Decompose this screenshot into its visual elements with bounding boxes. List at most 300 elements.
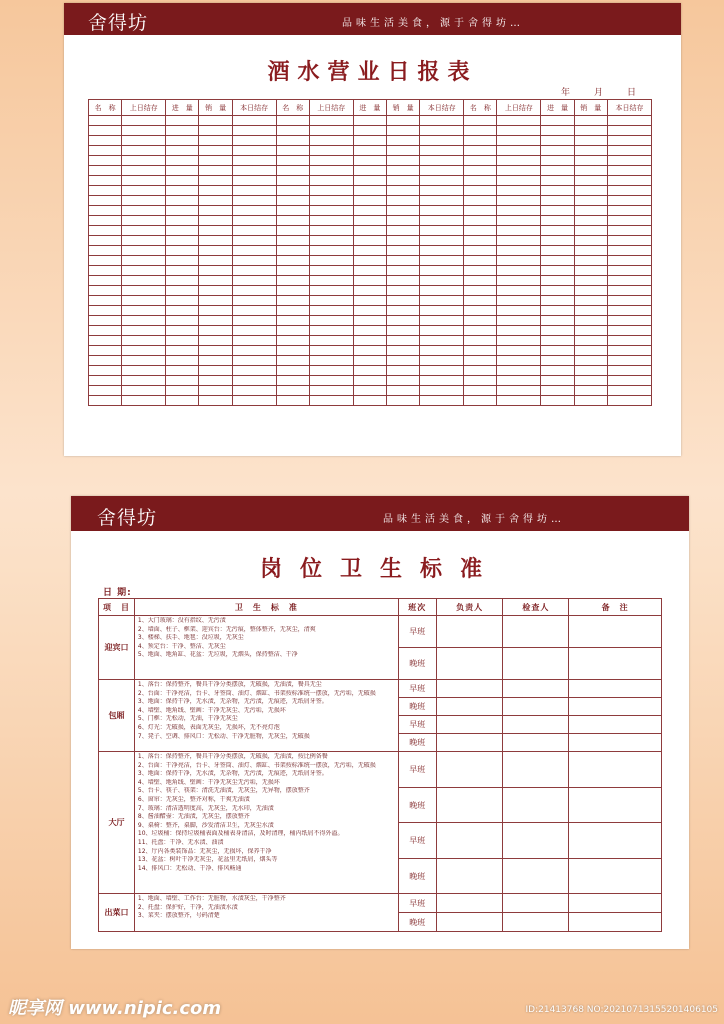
table-cell[interactable] [353,136,386,146]
table-cell[interactable] [122,176,166,186]
table-cell[interactable] [309,206,353,216]
table-cell[interactable] [309,166,353,176]
table-cell[interactable] [387,166,420,176]
table-cell[interactable] [541,346,574,356]
table-cell[interactable] [89,356,122,366]
table-cell[interactable] [232,296,276,306]
table-cell[interactable] [353,326,386,336]
owner-cell[interactable] [436,859,503,894]
table-cell[interactable] [122,246,166,256]
table-cell[interactable] [89,186,122,196]
table-cell[interactable] [353,236,386,246]
table-cell[interactable] [497,166,541,176]
table-cell[interactable] [464,126,497,136]
table-cell[interactable] [89,336,122,346]
table-cell[interactable] [122,326,166,336]
table-cell[interactable] [387,336,420,346]
table-cell[interactable] [166,306,199,316]
table-cell[interactable] [464,186,497,196]
table-cell[interactable] [199,156,232,166]
note-cell[interactable] [569,680,662,698]
table-cell[interactable] [353,376,386,386]
table-cell[interactable] [166,396,199,406]
table-cell[interactable] [199,366,232,376]
table-cell[interactable] [276,306,309,316]
note-cell[interactable] [569,752,662,788]
table-cell[interactable] [122,166,166,176]
table-cell[interactable] [122,286,166,296]
table-cell[interactable] [574,376,607,386]
checker-cell[interactable] [503,788,569,823]
table-cell[interactable] [420,366,464,376]
table-cell[interactable] [464,326,497,336]
table-cell[interactable] [276,176,309,186]
table-cell[interactable] [89,146,122,156]
table-cell[interactable] [420,276,464,286]
table-cell[interactable] [232,226,276,236]
note-cell[interactable] [569,788,662,823]
table-cell[interactable] [574,246,607,256]
table-cell[interactable] [541,126,574,136]
table-cell[interactable] [497,316,541,326]
table-cell[interactable] [574,196,607,206]
table-cell[interactable] [497,276,541,286]
table-cell[interactable] [232,196,276,206]
table-cell[interactable] [574,396,607,406]
table-cell[interactable] [574,186,607,196]
table-cell[interactable] [199,186,232,196]
table-cell[interactable] [420,386,464,396]
table-cell[interactable] [309,296,353,306]
table-cell[interactable] [420,246,464,256]
table-cell[interactable] [607,336,651,346]
table-cell[interactable] [607,316,651,326]
table-cell[interactable] [89,296,122,306]
table-cell[interactable] [464,156,497,166]
table-cell[interactable] [276,346,309,356]
table-cell[interactable] [276,206,309,216]
table-cell[interactable] [166,156,199,166]
table-cell[interactable] [309,186,353,196]
table-cell[interactable] [166,336,199,346]
table-cell[interactable] [541,366,574,376]
table-cell[interactable] [353,296,386,306]
table-cell[interactable] [607,236,651,246]
owner-cell[interactable] [436,752,503,788]
checker-cell[interactable] [503,859,569,894]
table-cell[interactable] [89,256,122,266]
checker-cell[interactable] [503,913,569,932]
table-cell[interactable] [607,346,651,356]
table-cell[interactable] [166,286,199,296]
table-cell[interactable] [497,286,541,296]
table-cell[interactable] [387,206,420,216]
table-cell[interactable] [353,146,386,156]
table-cell[interactable] [122,306,166,316]
table-cell[interactable] [199,136,232,146]
table-cell[interactable] [464,276,497,286]
table-cell[interactable] [574,386,607,396]
table-cell[interactable] [309,176,353,186]
owner-cell[interactable] [436,716,503,734]
table-cell[interactable] [574,316,607,326]
table-cell[interactable] [464,116,497,126]
table-cell[interactable] [607,196,651,206]
table-cell[interactable] [541,386,574,396]
owner-cell[interactable] [436,734,503,752]
table-cell[interactable] [541,276,574,286]
table-cell[interactable] [497,336,541,346]
table-cell[interactable] [541,306,574,316]
table-cell[interactable] [232,216,276,226]
table-cell[interactable] [309,336,353,346]
table-cell[interactable] [276,366,309,376]
table-cell[interactable] [607,206,651,216]
table-cell[interactable] [420,336,464,346]
table-cell[interactable] [199,226,232,236]
table-cell[interactable] [420,296,464,306]
table-cell[interactable] [232,206,276,216]
table-cell[interactable] [199,126,232,136]
table-cell[interactable] [353,226,386,236]
table-cell[interactable] [166,266,199,276]
table-cell[interactable] [122,396,166,406]
table-cell[interactable] [464,216,497,226]
table-cell[interactable] [387,326,420,336]
table-cell[interactable] [353,126,386,136]
table-cell[interactable] [387,386,420,396]
table-cell[interactable] [607,186,651,196]
table-cell[interactable] [387,266,420,276]
table-cell[interactable] [420,286,464,296]
table-cell[interactable] [464,316,497,326]
table-cell[interactable] [541,116,574,126]
table-cell[interactable] [166,226,199,236]
table-cell[interactable] [166,356,199,366]
table-cell[interactable] [353,396,386,406]
table-cell[interactable] [464,236,497,246]
table-cell[interactable] [541,226,574,236]
table-cell[interactable] [497,236,541,246]
table-cell[interactable] [89,126,122,136]
table-cell[interactable] [89,306,122,316]
owner-cell[interactable] [436,894,503,913]
table-cell[interactable] [574,166,607,176]
table-cell[interactable] [497,176,541,186]
table-cell[interactable] [199,296,232,306]
table-cell[interactable] [276,326,309,336]
table-cell[interactable] [574,116,607,126]
table-cell[interactable] [89,156,122,166]
table-cell[interactable] [276,396,309,406]
note-cell[interactable] [569,716,662,734]
table-cell[interactable] [497,386,541,396]
table-cell[interactable] [309,396,353,406]
table-cell[interactable] [607,266,651,276]
table-cell[interactable] [89,246,122,256]
table-cell[interactable] [166,146,199,156]
table-cell[interactable] [387,366,420,376]
table-cell[interactable] [464,376,497,386]
table-cell[interactable] [497,156,541,166]
table-cell[interactable] [166,216,199,226]
table-cell[interactable] [309,196,353,206]
table-cell[interactable] [166,246,199,256]
table-cell[interactable] [607,256,651,266]
table-cell[interactable] [232,246,276,256]
table-cell[interactable] [420,166,464,176]
table-cell[interactable] [574,136,607,146]
table-cell[interactable] [89,176,122,186]
table-cell[interactable] [276,126,309,136]
table-cell[interactable] [353,186,386,196]
table-cell[interactable] [309,306,353,316]
table-cell[interactable] [309,256,353,266]
table-cell[interactable] [276,156,309,166]
table-cell[interactable] [420,216,464,226]
table-cell[interactable] [276,276,309,286]
table-cell[interactable] [607,306,651,316]
table-cell[interactable] [420,356,464,366]
table-cell[interactable] [232,136,276,146]
table-cell[interactable] [464,396,497,406]
table-cell[interactable] [166,116,199,126]
table-cell[interactable] [199,206,232,216]
table-cell[interactable] [464,256,497,266]
table-cell[interactable] [232,366,276,376]
table-cell[interactable] [497,146,541,156]
note-cell[interactable] [569,913,662,932]
table-cell[interactable] [607,126,651,136]
owner-cell[interactable] [436,788,503,823]
table-cell[interactable] [122,316,166,326]
table-cell[interactable] [497,136,541,146]
table-cell[interactable] [541,376,574,386]
table-cell[interactable] [276,246,309,256]
table-cell[interactable] [607,116,651,126]
table-cell[interactable] [387,296,420,306]
table-cell[interactable] [607,386,651,396]
table-cell[interactable] [497,326,541,336]
table-cell[interactable] [353,216,386,226]
table-cell[interactable] [574,356,607,366]
table-cell[interactable] [89,236,122,246]
table-cell[interactable] [199,216,232,226]
checker-cell[interactable] [503,823,569,859]
table-cell[interactable] [232,166,276,176]
owner-cell[interactable] [436,648,503,680]
table-cell[interactable] [464,286,497,296]
table-cell[interactable] [232,336,276,346]
table-cell[interactable] [541,336,574,346]
table-cell[interactable] [276,226,309,236]
table-cell[interactable] [199,176,232,186]
table-cell[interactable] [232,256,276,266]
table-cell[interactable] [574,206,607,216]
table-cell[interactable] [122,296,166,306]
table-cell[interactable] [353,166,386,176]
table-cell[interactable] [199,396,232,406]
table-cell[interactable] [387,216,420,226]
table-cell[interactable] [232,316,276,326]
table-cell[interactable] [276,116,309,126]
table-cell[interactable] [309,156,353,166]
table-cell[interactable] [353,206,386,216]
table-cell[interactable] [420,156,464,166]
table-cell[interactable] [387,346,420,356]
table-cell[interactable] [353,386,386,396]
table-cell[interactable] [541,156,574,166]
table-cell[interactable] [89,386,122,396]
table-cell[interactable] [464,146,497,156]
table-cell[interactable] [541,236,574,246]
table-cell[interactable] [166,206,199,216]
table-cell[interactable] [464,386,497,396]
table-cell[interactable] [353,286,386,296]
table-cell[interactable] [122,256,166,266]
table-cell[interactable] [232,286,276,296]
table-cell[interactable] [276,336,309,346]
checker-cell[interactable] [503,716,569,734]
table-cell[interactable] [497,306,541,316]
table-cell[interactable] [387,286,420,296]
table-cell[interactable] [464,226,497,236]
table-cell[interactable] [309,376,353,386]
table-cell[interactable] [541,246,574,256]
table-cell[interactable] [166,386,199,396]
table-cell[interactable] [309,316,353,326]
table-cell[interactable] [89,396,122,406]
table-cell[interactable] [607,326,651,336]
table-cell[interactable] [353,246,386,256]
table-cell[interactable] [387,376,420,386]
table-cell[interactable] [541,136,574,146]
table-cell[interactable] [607,176,651,186]
checker-cell[interactable] [503,680,569,698]
table-cell[interactable] [199,256,232,266]
table-cell[interactable] [574,176,607,186]
table-cell[interactable] [464,136,497,146]
table-cell[interactable] [497,346,541,356]
table-cell[interactable] [541,326,574,336]
table-cell[interactable] [541,196,574,206]
table-cell[interactable] [309,246,353,256]
table-cell[interactable] [122,366,166,376]
table-cell[interactable] [387,156,420,166]
table-cell[interactable] [232,236,276,246]
table-cell[interactable] [166,166,199,176]
table-cell[interactable] [309,326,353,336]
table-cell[interactable] [574,226,607,236]
table-cell[interactable] [464,356,497,366]
table-cell[interactable] [199,246,232,256]
table-cell[interactable] [199,316,232,326]
table-cell[interactable] [420,126,464,136]
table-cell[interactable] [607,246,651,256]
table-cell[interactable] [541,166,574,176]
table-cell[interactable] [199,196,232,206]
note-cell[interactable] [569,823,662,859]
table-cell[interactable] [574,126,607,136]
table-cell[interactable] [574,266,607,276]
note-cell[interactable] [569,616,662,648]
table-cell[interactable] [464,166,497,176]
table-cell[interactable] [89,166,122,176]
table-cell[interactable] [309,276,353,286]
table-cell[interactable] [353,356,386,366]
table-cell[interactable] [232,346,276,356]
table-cell[interactable] [89,276,122,286]
owner-cell[interactable] [436,823,503,859]
table-cell[interactable] [166,176,199,186]
table-cell[interactable] [541,286,574,296]
table-cell[interactable] [89,376,122,386]
table-cell[interactable] [276,196,309,206]
table-cell[interactable] [232,356,276,366]
table-cell[interactable] [232,306,276,316]
table-cell[interactable] [232,276,276,286]
owner-cell[interactable] [436,616,503,648]
table-cell[interactable] [541,356,574,366]
note-cell[interactable] [569,648,662,680]
table-cell[interactable] [309,366,353,376]
table-cell[interactable] [232,376,276,386]
table-cell[interactable] [387,256,420,266]
table-cell[interactable] [166,136,199,146]
table-cell[interactable] [199,346,232,356]
table-cell[interactable] [199,166,232,176]
table-cell[interactable] [607,216,651,226]
table-cell[interactable] [89,316,122,326]
table-cell[interactable] [387,276,420,286]
table-cell[interactable] [353,266,386,276]
table-cell[interactable] [541,216,574,226]
table-cell[interactable] [574,146,607,156]
table-cell[interactable] [420,236,464,246]
table-cell[interactable] [276,296,309,306]
table-cell[interactable] [420,266,464,276]
table-cell[interactable] [353,366,386,376]
table-cell[interactable] [122,186,166,196]
table-cell[interactable] [574,296,607,306]
table-cell[interactable] [166,186,199,196]
table-cell[interactable] [420,206,464,216]
table-cell[interactable] [276,266,309,276]
table-cell[interactable] [122,146,166,156]
table-cell[interactable] [89,206,122,216]
table-cell[interactable] [89,326,122,336]
table-cell[interactable] [574,256,607,266]
table-cell[interactable] [420,396,464,406]
table-cell[interactable] [420,146,464,156]
table-cell[interactable] [387,306,420,316]
table-cell[interactable] [89,136,122,146]
table-cell[interactable] [309,356,353,366]
note-cell[interactable] [569,734,662,752]
table-cell[interactable] [166,296,199,306]
table-cell[interactable] [497,206,541,216]
table-cell[interactable] [353,306,386,316]
table-cell[interactable] [387,236,420,246]
table-cell[interactable] [89,346,122,356]
table-cell[interactable] [464,266,497,276]
table-cell[interactable] [199,386,232,396]
table-cell[interactable] [387,196,420,206]
table-cell[interactable] [541,186,574,196]
table-cell[interactable] [122,356,166,366]
table-cell[interactable] [353,256,386,266]
table-cell[interactable] [166,326,199,336]
